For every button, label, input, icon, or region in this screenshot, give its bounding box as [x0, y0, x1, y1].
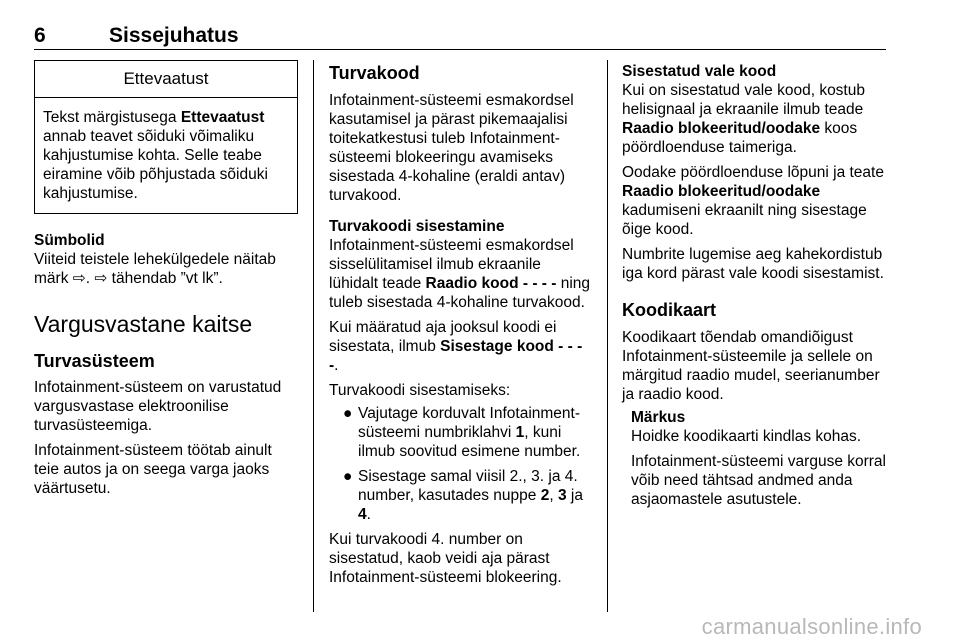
column-divider-1 [313, 60, 314, 612]
security-code-paragraph: Infotainment-süsteemi esmakordsel kasutamisel ja pärast pikemaajalisi toitekatkestusi tuleb Infotainment-süsteemi blokeeringu avamiseks sisestada 4-kohaline (eraldi antav) turvakood. [329, 92, 574, 204]
note-paragraph-2: Infotainment-süsteemi varguse korral võib need tähtsad andmed anda asjaomastele asutustele. [631, 453, 887, 508]
entry-p1-pre: Infotainment-süsteemi esmakordsel sisselülitamisel ilmub ekraanile lühidalt teade [329, 237, 574, 292]
bullet1-pre: Vajutage korduvalt Infotainment-süsteemi numbriklahvi [358, 405, 581, 441]
security-paragraph-2: Infotainment-süsteem töötab ainult teie autos ja on seega varga jaoks väärtusetu. [34, 442, 272, 497]
note-box [631, 408, 890, 509]
column-1 [34, 60, 299, 498]
wrong-code-paragraph-2 [622, 163, 890, 239]
bullet-icon: ● [343, 405, 353, 422]
page-number: 6 [34, 24, 46, 47]
note-heading: Märkus [631, 409, 686, 426]
symbols-text-post: tähendab ”vt lk”. [107, 270, 223, 287]
antitheft-title: Vargusvastane kaitse [34, 311, 253, 337]
caution-text-post: annab teavet sõiduki võimaliku kahjustumise kohta. Selle teabe eiramine võib põhjustada sõiduki kahjustumise. [43, 128, 268, 202]
wrong-p2-pre: Oodake pöördloenduse lõpuni ja teate [622, 164, 884, 181]
wrong-p2-bold: Raadio blokeeritud/oodake [622, 183, 821, 200]
code-card-paragraph: Koodikaart tõendab omandiõigust Infotainment-süsteemile ja sellele on märgitud raadio mudel, seerianumber ja raadio kood. [622, 329, 880, 403]
watermark: carmanualsonline.info [701, 614, 922, 639]
security-code-title: Turvakood [329, 63, 420, 83]
code-entry-heading: Turvakoodi sisestamine [329, 218, 505, 235]
page-ref-arrow-icon: ⇨ [94, 270, 108, 287]
section-title: Sissejuhatus [109, 24, 239, 47]
symbols-text-mid: . [85, 270, 95, 287]
caution-text-bold: Ettevaatust [180, 109, 265, 126]
entry-p1-post: ning tuleb sisestada 4-kohaline turvakood. [329, 275, 591, 311]
wrong-p2-post: kadumiseni ekraanilt ning sisestage õige kood. [622, 202, 867, 238]
bullet2-key-4: 4 [358, 506, 367, 523]
entry-p1-bold: Raadio kood - - - - [425, 275, 557, 292]
code-entry-steps [329, 404, 591, 524]
caution-box-text [35, 98, 297, 213]
wrong-p1-post: koos pöördloenduse taimeriga. [622, 120, 858, 156]
column-3 [622, 62, 890, 509]
wrong-code-heading: Sisestatud vale kood [622, 63, 777, 80]
caution-text-pre: Tekst märgistusega [43, 109, 181, 126]
entry-p2-pre: Kui määratud aja jooksul koodi ei sisestata, ilmub [329, 319, 557, 355]
symbols-heading: Sümbolid [34, 232, 105, 249]
code-entry-paragraph-2 [329, 318, 591, 375]
bullet1-bold: 1 [515, 424, 525, 441]
bullet2-pre: Sisestage samal viisil 2., 3. ja 4. number, kasutades nuppe [358, 468, 578, 504]
bullet2-key-3: 3 [557, 487, 567, 504]
header-rule [34, 49, 886, 50]
symbols-paragraph [34, 250, 299, 288]
entry-p2-bold: Sisestage kood - - - - [329, 338, 583, 374]
bullet1-post: , kuni ilmub soovitud esimene number. [358, 424, 581, 460]
wrong-code-paragraph-3: Numbrite lugemise aeg kahekordistub iga kord pärast vale koodi sisestamist. [622, 246, 884, 282]
security-system-title: Turvasüsteem [34, 351, 155, 371]
bullet2-sep-1: , [549, 487, 558, 504]
symbols-text-pre: Viiteid teistele lehekülgedele näitab märk [34, 251, 276, 287]
bullet2-sep-2: ja [566, 487, 583, 504]
list-item [329, 467, 591, 524]
code-card-title: Koodikaart [622, 300, 717, 320]
wrong-code-paragraph-1 [622, 81, 890, 157]
list-item [329, 404, 591, 461]
code-entry-paragraph-3: Turvakoodi sisestamiseks: [329, 382, 511, 399]
bullet-icon: ● [343, 468, 353, 485]
caution-box-title: Ettevaatust [35, 61, 297, 98]
note-paragraph-1: Hoidke koodikaarti kindlas kohas. [631, 428, 862, 445]
wrong-p1-bold: Raadio blokeeritud/oodake [622, 120, 821, 137]
page-header [34, 24, 886, 50]
code-entry-paragraph-4: Kui turvakoodi 4. number on sisestatud, kaob veidi aja pärast Infotainment-süsteemi blokeering. [329, 531, 562, 586]
page-ref-arrow-icon: ⇨ [72, 270, 86, 287]
column-divider-2 [607, 60, 608, 612]
caution-box [34, 60, 298, 214]
bullet2-key-2: 2 [540, 487, 550, 504]
entry-p2-post: . [334, 357, 339, 374]
column-2 [329, 62, 591, 587]
bullet2-post: . [366, 506, 371, 523]
code-entry-paragraph-1 [329, 236, 591, 312]
security-paragraph-1: Infotainment-süsteem on varustatud vargusvastase elektroonilise turvasüsteemiga. [34, 379, 282, 434]
wrong-p1-pre: Kui on sisestatud vale kood, kostub helisignaal ja ekraanile ilmub teade [622, 82, 865, 118]
